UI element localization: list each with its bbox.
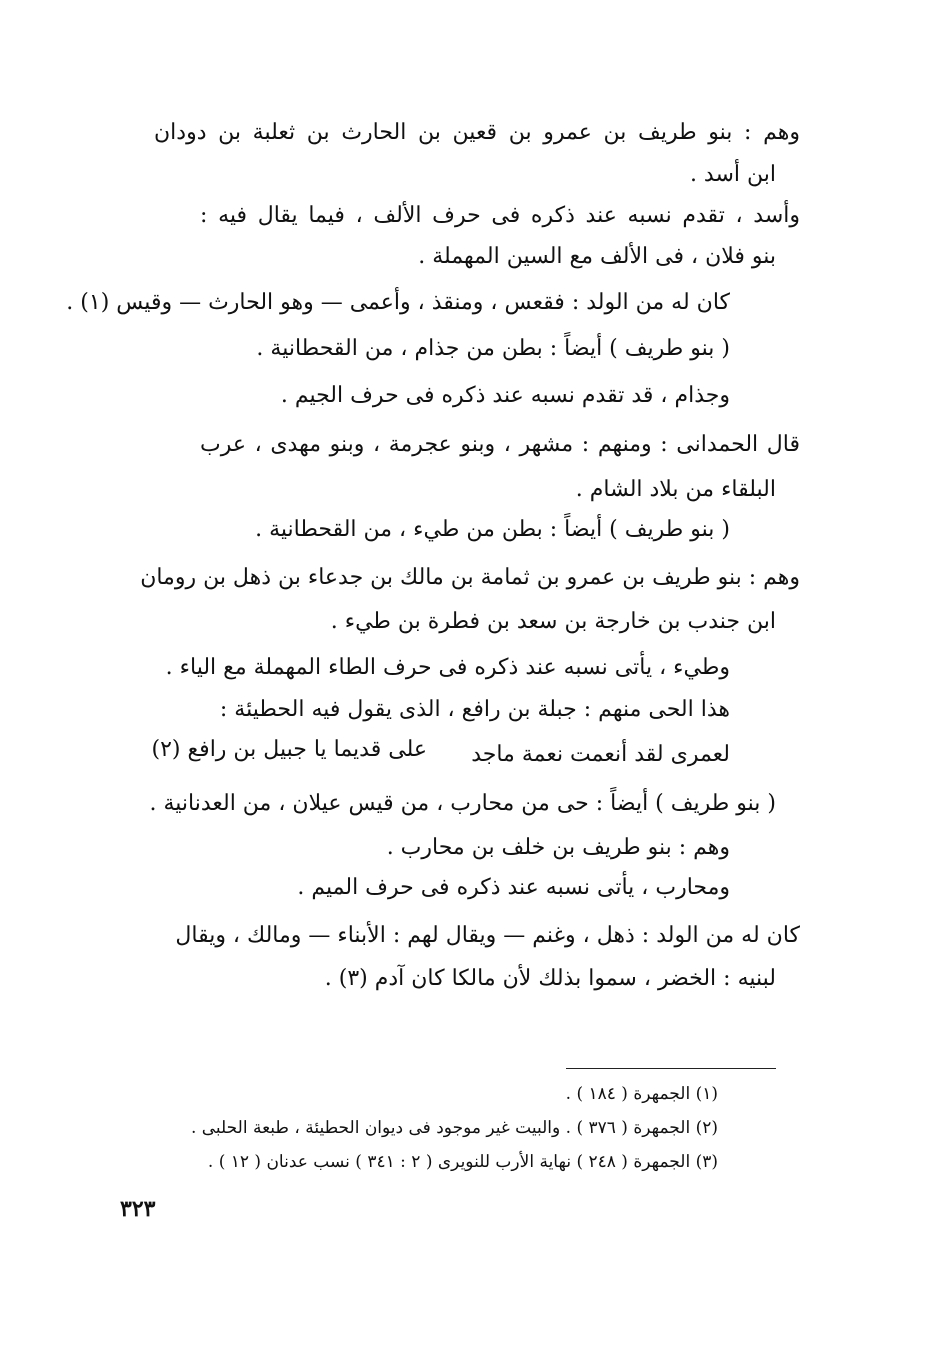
text-line-2: ابن أسد . (689, 162, 776, 187)
footnote-1: (١) الجمهرة ( ١٨٤ ) . (565, 1084, 718, 1104)
verse-first-hemistich: لعمرى لقد أنعمت نعمة ماجد (471, 742, 730, 767)
footnote-3: (٣) الجمهرة ( ٢٤٨ ) نهاية الأرب للنويرى ( ٢ : ٣٤١ ) نسب عدنان ( ١٢ ) . (207, 1152, 718, 1172)
text-line-17: ومحارب ، يأتى نسبه عند ذكره فى حرف الميم . (297, 875, 730, 900)
footnote-separator (566, 1068, 776, 1069)
verse-second-hemistich: على قديما يا جبيل بن رافع (٢) (151, 737, 427, 762)
text-line-13: وطيء ، يأتى نسبه عند ذكره فى حرف الطاء المهملة مع الياء . (165, 655, 730, 680)
text-line-12: ابن جندب بن خارجة بن سعد بن فطرة بن طيء . (330, 609, 776, 634)
text-line-19: لبنيه : الخضر ، سموا بذلك لأن مالكا كان آدم (٣) . (324, 966, 776, 991)
text-line-8: قال الحمدانى : ومنهم : مشهر ، وبنو عجرمة ، وبنو مهدى ، عرب (200, 432, 800, 457)
text-line-4: بنو فلان ، فى الألف مع السين المهملة . (418, 244, 776, 269)
text-line-6: ( بنو طريف ) أيضاً : بطن من جذام ، من القحطانية . (256, 336, 730, 361)
text-line-7: وجذام ، قد تقدم نسبه عند ذكره فى حرف الجيم . (280, 383, 730, 408)
page-number: ٣٢٣ (120, 1196, 156, 1222)
text-line-18: كان له من الولد : ذهل ، وغنم — ويقال لهم : الأبناء — ومالك ، ويقال (175, 923, 800, 948)
text-line-14: هذا الحى منهم : جبلة بن رافع ، الذى يقول فيه الحطيئة : (219, 697, 730, 722)
text-line-16: وهم : بنو طريف بن خلف بن محارب . (386, 835, 730, 860)
text-line-5: كان له من الولد : فقعس ، ومنقذ ، وأعمى — وهو الحارث — وقيس (١) . (66, 290, 730, 315)
text-line-11: وهم : بنو طريف بن عمرو بن ثمامة بن مالك بن جدعاء بن ذهل بن رومان (140, 565, 800, 590)
text-line-15: ( بنو طريف ) أيضاً : حى من محارب ، من قيس عيلان ، من العدنانية . (149, 791, 776, 816)
footnote-2: (٢) الجمهرة ( ٣٧٦ ) . والبيت غير موجود فى ديوان الحطيئة ، طبعة الحلبى . (190, 1118, 718, 1138)
text-line-1: وهم : بنو طريف بن عمرو بن قعين بن الحارث بن ثعلبة بن دودان (154, 120, 800, 145)
text-line-9: البلقاء من بلاد الشام . (575, 477, 776, 502)
text-line-10: ( بنو طريف ) أيضاً : بطن من طيء ، من القحطانية . (255, 517, 730, 542)
text-line-3: وأسد ، تقدم نسبه عند ذكره فى حرف الألف ، فيما يقال فيه : (200, 203, 800, 228)
